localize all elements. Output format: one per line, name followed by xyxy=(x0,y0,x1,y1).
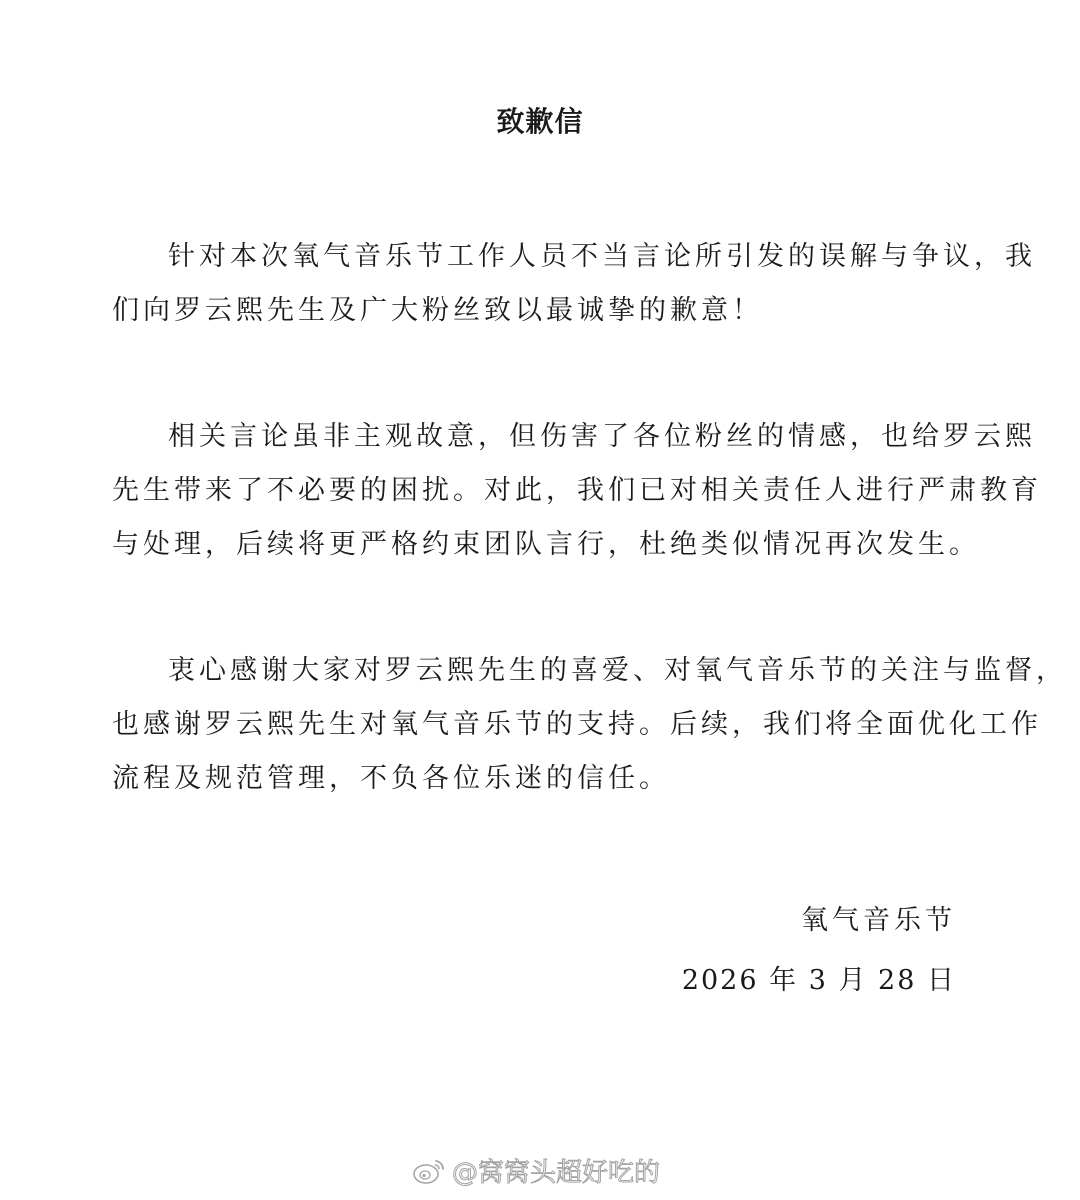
letter-title: 致歉信 xyxy=(496,105,584,138)
paragraph-line: 先生带来了不必要的困扰。对此，我们已对相关责任人进行严肃教育 xyxy=(112,475,1042,506)
paragraph-line: 也感谢罗云熙先生对氧气音乐节的支持。后续，我们将全面优化工作 xyxy=(112,709,1042,740)
paragraph-2 xyxy=(112,410,1042,572)
paragraph-line: 针对本次氧气音乐节工作人员不当言论所引发的误解与争议，我 xyxy=(168,241,1036,272)
paragraph-line: 相关言论虽非主观故意，但伤害了各位粉丝的情感，也给罗云熙 xyxy=(168,421,1036,452)
letter-date: 2026 年 3 月 28 日 xyxy=(681,965,956,996)
watermark-text: @窝窝头超好吃的 xyxy=(452,1158,661,1188)
paragraph-line: 衷心感谢大家对罗云熙先生的喜爱、对氧气音乐节的关注与监督， xyxy=(168,655,1067,686)
signature: 氧气音乐节 xyxy=(801,905,956,936)
paragraph-line: 流程及规范管理，不负各位乐迷的信任。 xyxy=(112,763,670,794)
paragraph-line: 与处理，后续将更严格约束团队言行，杜绝类似情况再次发生。 xyxy=(112,529,980,560)
paragraph-3 xyxy=(112,644,1067,806)
weibo-logo-icon xyxy=(412,1157,446,1185)
paragraph-1 xyxy=(112,230,1036,338)
watermark xyxy=(412,1152,660,1189)
paragraph-line: 们向罗云熙先生及广大粉丝致以最诚挚的歉意！ xyxy=(112,295,763,326)
